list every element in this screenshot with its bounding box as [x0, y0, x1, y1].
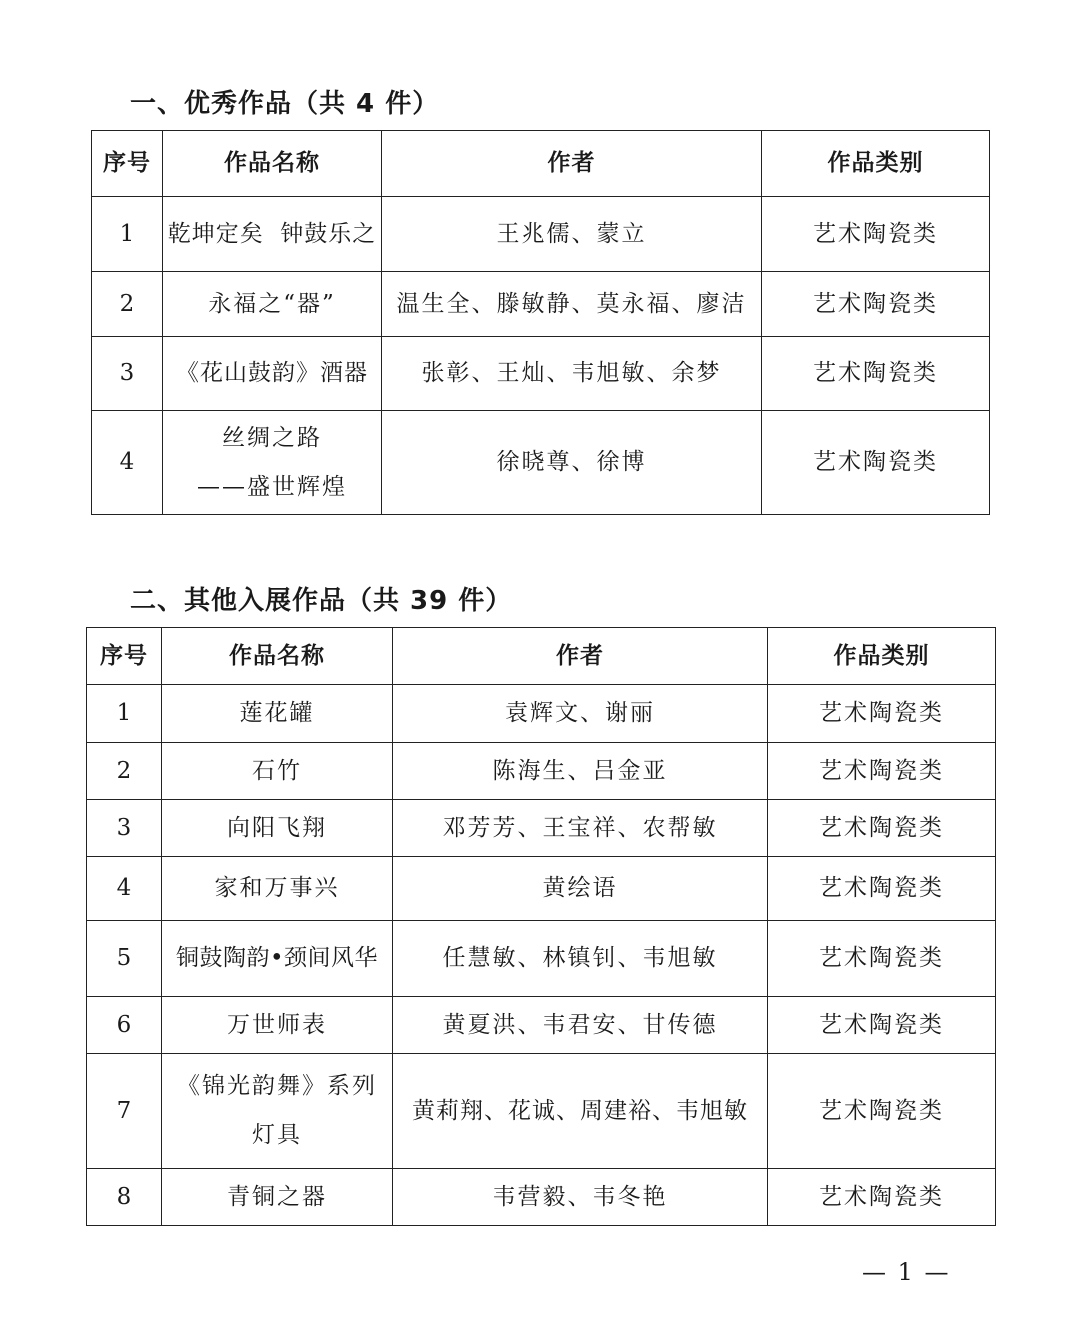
row-title — [162, 857, 393, 921]
row-serial: 8 — [87, 1169, 162, 1226]
row-category: 艺术陶瓷类 — [768, 743, 996, 800]
table-row — [92, 272, 990, 337]
row-title-line: ——盛世辉煌 — [197, 473, 347, 500]
row-title-line: 永福之“器” — [208, 290, 336, 317]
row-title-line: 青铜之器 — [227, 1183, 327, 1210]
row-category: 艺术陶瓷类 — [768, 997, 996, 1054]
row-authors: 徐晓尊、徐博 — [382, 411, 762, 515]
row-title-line: 向阳飞翔 — [227, 814, 327, 841]
header-serial: 序号 — [87, 628, 162, 685]
other-works-table — [86, 627, 996, 1226]
row-authors: 王兆儒、蒙立 — [382, 197, 762, 272]
table-row — [87, 800, 996, 857]
row-title-line: 灯具 — [252, 1122, 302, 1148]
row-category: 艺术陶瓷类 — [768, 1054, 996, 1169]
row-authors: 黄绘语 — [393, 857, 768, 921]
row-serial: 2 — [87, 743, 162, 800]
row-title-line: 丝绸之路 — [222, 424, 322, 451]
row-category: 艺术陶瓷类 — [768, 800, 996, 857]
table-row — [87, 1169, 996, 1226]
row-title-line: 《花山鼓韵》酒器 — [176, 360, 368, 386]
table-row — [87, 743, 996, 800]
row-authors: 黄莉翔、花诚、周建裕、韦旭敏 — [393, 1054, 768, 1169]
excellent-works-table — [91, 130, 990, 515]
table-row — [87, 685, 996, 743]
header-author: 作者 — [382, 131, 762, 197]
table-header-row — [92, 131, 990, 197]
header-title: 作品名称 — [163, 131, 382, 197]
row-category: 艺术陶瓷类 — [762, 411, 990, 515]
row-title-line: 乾坤定矣 钟鼓乐之 — [167, 220, 377, 247]
row-category: 艺术陶瓷类 — [768, 857, 996, 921]
header-category: 作品类别 — [768, 628, 996, 685]
row-title-line: 万世师表 — [227, 1011, 327, 1038]
row-title — [162, 743, 393, 800]
row-serial: 5 — [87, 921, 162, 997]
row-title — [163, 272, 382, 337]
row-authors: 陈海生、吕金亚 — [393, 743, 768, 800]
row-serial: 4 — [87, 857, 162, 921]
row-authors: 邓芳芳、王宝祥、农帮敏 — [393, 800, 768, 857]
row-title-line: 《锦光韵舞》系列 — [177, 1073, 377, 1099]
row-authors: 韦营毅、韦冬艳 — [393, 1169, 768, 1226]
row-title — [162, 1054, 393, 1169]
table-row — [92, 337, 990, 411]
table-header-row — [87, 628, 996, 685]
row-authors: 温生全、滕敏静、莫永福、廖洁 — [382, 272, 762, 337]
row-title — [163, 197, 382, 272]
row-title — [162, 997, 393, 1054]
row-category: 艺术陶瓷类 — [762, 197, 990, 272]
row-title-line: 莲花罐 — [239, 700, 315, 726]
row-title — [163, 411, 382, 515]
header-title: 作品名称 — [162, 628, 393, 685]
page-number: — 1 — — [862, 1258, 951, 1286]
section-heading-excellent: 一、优秀作品（共 4 件） — [130, 89, 440, 119]
table-row — [87, 857, 996, 921]
section-heading-other: 二、其他入展作品（共 39 件） — [130, 586, 513, 616]
table-row — [87, 921, 996, 997]
header-category: 作品类别 — [762, 131, 990, 197]
row-authors: 黄夏洪、韦君安、甘传德 — [393, 997, 768, 1054]
table-row — [92, 197, 990, 272]
row-serial: 6 — [87, 997, 162, 1054]
table-row — [87, 997, 996, 1054]
row-title-line: 家和万事兴 — [214, 875, 340, 901]
row-serial: 1 — [92, 197, 163, 272]
row-category: 艺术陶瓷类 — [762, 337, 990, 411]
row-title — [162, 800, 393, 857]
table-row — [92, 411, 990, 515]
row-title — [162, 921, 393, 997]
row-serial: 3 — [92, 337, 163, 411]
row-serial: 1 — [87, 685, 162, 743]
row-category: 艺术陶瓷类 — [768, 685, 996, 743]
row-serial: 7 — [87, 1054, 162, 1169]
row-title — [162, 1169, 393, 1226]
table-row — [87, 1054, 996, 1169]
row-authors: 张彰、王灿、韦旭敏、余梦 — [382, 337, 762, 411]
row-category: 艺术陶瓷类 — [762, 272, 990, 337]
row-title-line: 石竹 — [252, 757, 302, 784]
row-category: 艺术陶瓷类 — [768, 921, 996, 997]
header-serial: 序号 — [92, 131, 163, 197]
row-authors: 袁辉文、谢丽 — [393, 685, 768, 743]
row-serial: 4 — [92, 411, 163, 515]
row-serial: 2 — [92, 272, 163, 337]
row-title-line: 铜鼓陶韵•颈间风华 — [175, 945, 379, 971]
row-category: 艺术陶瓷类 — [768, 1169, 996, 1226]
header-author: 作者 — [393, 628, 768, 685]
row-title — [162, 685, 393, 743]
row-serial: 3 — [87, 800, 162, 857]
row-authors: 任慧敏、林镇钊、韦旭敏 — [393, 921, 768, 997]
row-title — [163, 337, 382, 411]
